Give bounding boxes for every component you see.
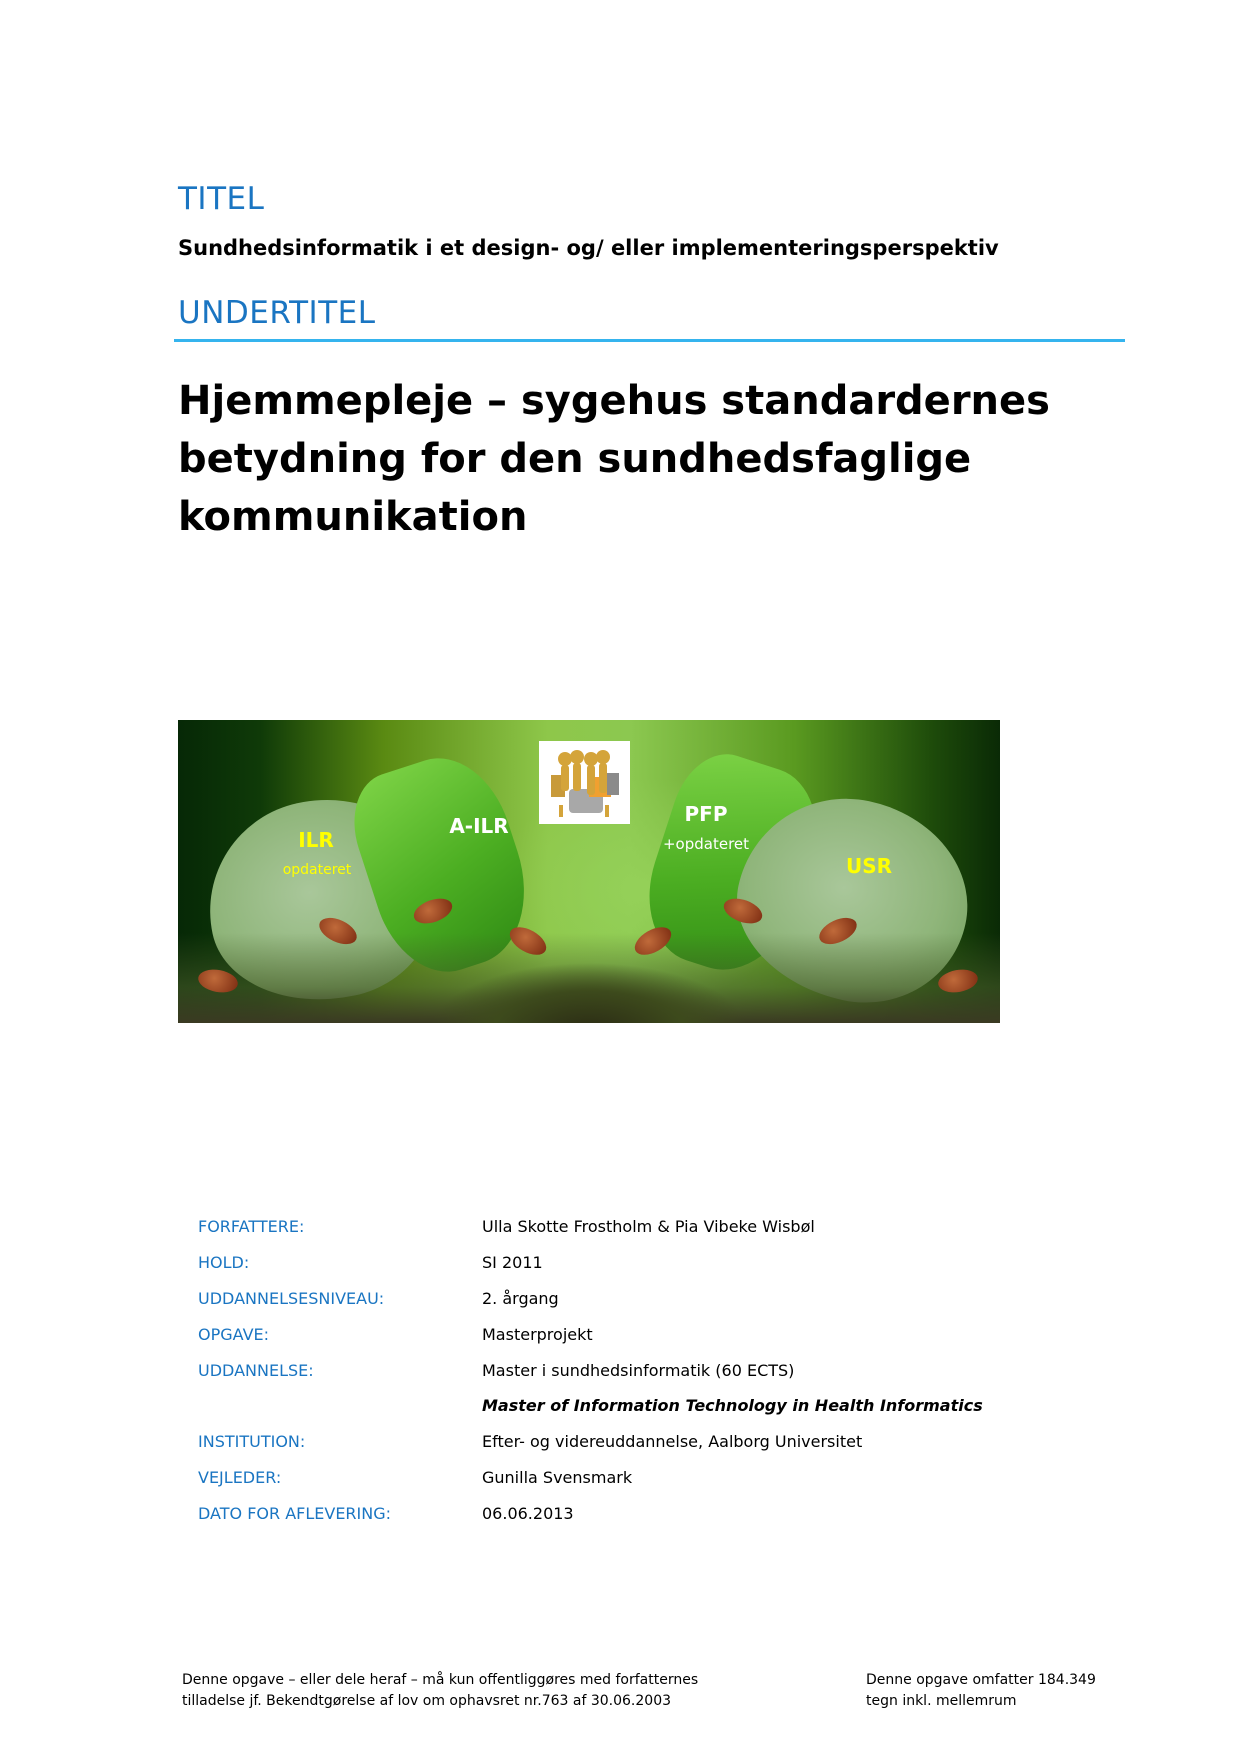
metadata-row-assignment: [198, 1325, 1098, 1361]
metadata-label: DATO FOR AFLEVERING:: [198, 1504, 392, 1523]
heading-divider: [174, 339, 1125, 342]
metadata-row-institution: [198, 1432, 1098, 1468]
footer-line: tilladelse jf. Bekendtgørelse af lov om ophavsret nr.763 af 30.06.2003: [182, 1693, 672, 1709]
title-label: TITEL: [178, 181, 265, 217]
title-value: Sundhedsinformatik i et design- og/ eller implementeringsperspektiv: [178, 236, 999, 260]
metadata-label: INSTITUTION:: [198, 1432, 306, 1451]
metadata-value: Gunilla Svensmark: [482, 1468, 633, 1487]
leaf-label-a-ilr: A-ILR: [449, 814, 509, 838]
main-title-line: betydning for den sundhedsfaglige: [178, 436, 972, 482]
footer-character-count: [866, 1670, 1096, 1712]
metadata-value: 06.06.2013: [482, 1504, 574, 1523]
metadata-label: UDDANNELSE:: [198, 1361, 314, 1380]
metadata-label: VEJLEDER:: [198, 1468, 282, 1487]
metadata-value: Master i sundhedsinformatik (60 ECTS): [482, 1361, 795, 1380]
metadata-label: HOLD:: [198, 1253, 250, 1272]
metadata-value: Master of Information Technology in Health Informatics: [482, 1396, 983, 1415]
subtitle-label: UNDERTITEL: [178, 295, 376, 331]
metadata-row-education: [198, 1361, 1098, 1397]
main-title: [178, 372, 1138, 546]
leaf-label-ilr-updated: opdateret: [282, 862, 352, 878]
leaf-label-usr: USR: [845, 854, 893, 878]
metadata-value: Ulla Skotte Frostholm & Pia Vibeke Wisbøl: [482, 1217, 815, 1236]
ground: [178, 933, 1000, 1023]
cover-image: [178, 720, 1000, 1023]
metadata-value: SI 2011: [482, 1253, 543, 1272]
metadata-row-level: [198, 1289, 1098, 1325]
footer-line: Denne opgave omfatter 184.349: [866, 1672, 1096, 1688]
footer-line: tegn inkl. mellemrum: [866, 1693, 1017, 1709]
metadata-label: UDDANNELSESNIVEAU:: [198, 1289, 385, 1308]
footer-line: Denne opgave – eller dele heraf – må kun offentliggøres med forfatternes: [182, 1672, 699, 1688]
main-title-line: Hjemmepleje – sygehus standardernes: [178, 378, 1050, 424]
metadata-value: Efter- og videreuddannelse, Aalborg Universitet: [482, 1432, 863, 1451]
leaf-label-pfp: PFP: [684, 802, 728, 826]
leaf-label-pfp-updated: +opdateret: [662, 835, 750, 853]
metadata-row-team: [198, 1253, 1098, 1289]
metadata-row-authors: [198, 1217, 1098, 1253]
footer-copyright-notice: [182, 1670, 698, 1712]
metadata-label: OPGAVE:: [198, 1325, 270, 1344]
metadata-value: Masterprojekt: [482, 1325, 593, 1344]
main-title-line: kommunikation: [178, 494, 528, 540]
metadata-value: 2. årgang: [482, 1289, 559, 1308]
metadata-row-supervisor: [198, 1468, 1098, 1504]
metadata-row-submission-date: [198, 1504, 1098, 1540]
people-at-computers-icon: [539, 741, 630, 824]
metadata-label: FORFATTERE:: [198, 1217, 305, 1236]
metadata-row-education-english: [198, 1396, 1098, 1432]
leaf-label-ilr: ILR: [298, 828, 334, 852]
